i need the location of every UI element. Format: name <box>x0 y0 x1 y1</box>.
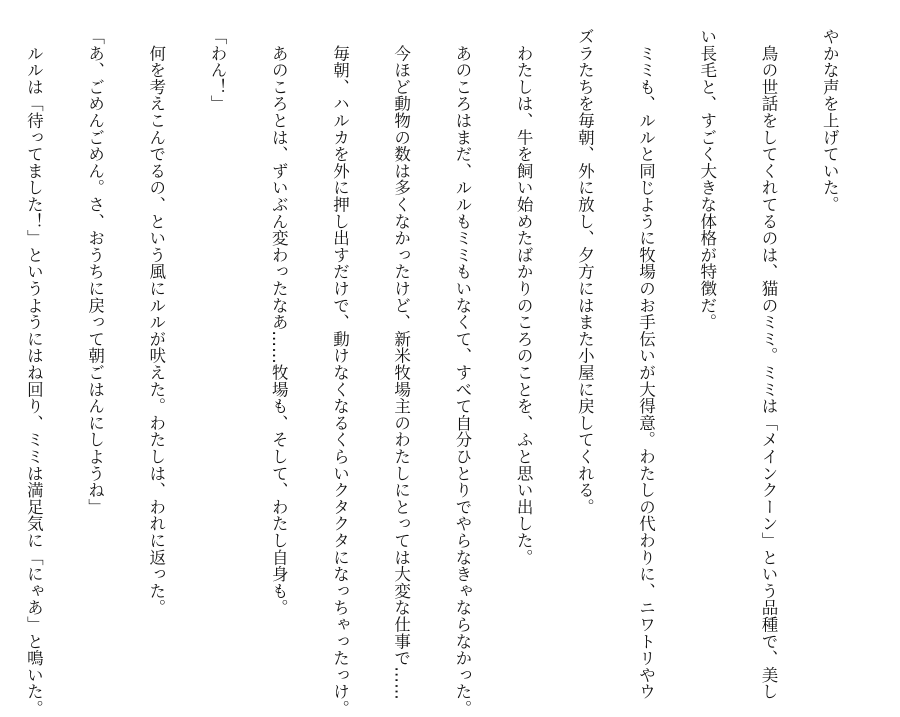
text-line: ミミも、ルルと同じように牧場のお手伝いが大得意。わたしの代わりに、ニワトリやウ <box>636 28 656 700</box>
vertical-text-body <box>0 28 880 717</box>
text-line: 「あ、ごめんごめん。さ、おうちに戻って朝ごはんにしようね」 <box>85 28 105 516</box>
text-line: あのころとは、ずいぶん変わったなあ……牧場も、そして、わたし自身も。 <box>269 28 289 616</box>
text-line: 鳥の世話をしてくれてるのは、猫のミミ。ミミは「メインクーン」という品種で、美し <box>758 28 778 700</box>
text-line: 今ほど動物の数は多くなかったけど、新米牧場主のわたしにとっては大変な仕事で…… <box>391 28 411 700</box>
text-line: 何を考えこんでるの、という風にルルが吠えた。わたしは、われに返った。 <box>146 28 166 616</box>
text-line: 「わん！」 <box>208 28 227 112</box>
text-line: ルルは「待ってました！」というようにはね回り、ミミは満足気に「にゃあ」と鳴いた。 <box>24 28 44 717</box>
text-line: あのころはまだ、ルルもミミもいなくて、すべて自分ひとりでやらなきゃならなかった。 <box>452 28 472 717</box>
text-line: わたしは、牛を飼い始めたばかりのころのことを、ふと思い出した。 <box>514 28 534 566</box>
text-line: い長毛と、すごく大きな体格が特徴だ。 <box>697 28 717 331</box>
text-line: ズラたちを毎朝、外に放し、夕方にはまた小屋に戻してくれる。 <box>575 28 595 516</box>
text-line: 毎朝、ハルカを外に押し出すだけで、動けなくなるくらいクタクタになっちゃったっけ。 <box>330 28 350 717</box>
text-line: やかな声を上げていた。 <box>820 28 840 213</box>
